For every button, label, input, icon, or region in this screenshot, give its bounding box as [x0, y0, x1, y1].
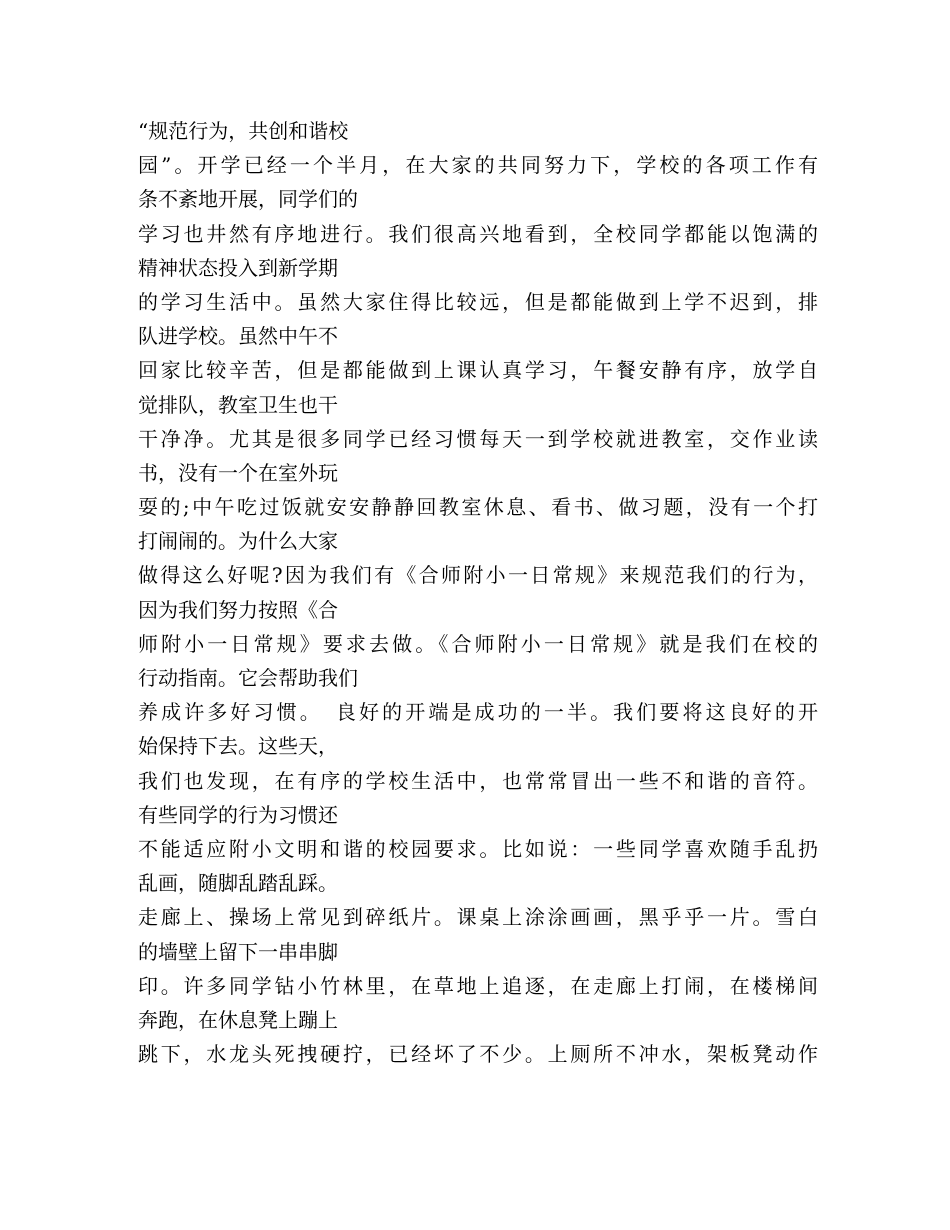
text-line: 的学习生活中。虽然大家住得比较远，但是都能做到上学不迟到，排 — [138, 289, 818, 314]
text-line: 觉排队，教室卫生也干 — [138, 392, 338, 417]
text-line: 学习也井然有序地进行。我们很高兴地看到，全校同学都能以饱满的 — [138, 221, 818, 246]
text-line: 有些同学的行为习惯还 — [138, 802, 338, 827]
text-line: 干净净。尤其是很多同学已经习惯每天一到学校就进教室，交作业读 — [138, 426, 818, 451]
text-line: 师附小一日常规》要求去做。《合师附小一日常规》就是我们在校的 — [138, 631, 818, 656]
text-line: 印。许多同学钻小竹林里，在草地上追逐，在走廊上打闹，在楼梯间 — [138, 973, 818, 998]
text-line: 行动指南。它会帮助我们 — [138, 666, 358, 690]
text-line: 书，没有一个在室外玩 — [138, 460, 338, 485]
text-line: 奔跑，在休息凳上蹦上 — [138, 1007, 338, 1032]
text-line: 做得这么好呢?因为我们有《合师附小一日常规》来规范我们的行为， — [138, 563, 818, 588]
text-line: “规范行为，共创和谐校 — [138, 119, 349, 143]
text-line: 的墙壁上留下一串串脚 — [138, 939, 338, 964]
text-line: 耍的;中午吃过饭就安安静静回教室休息、看书、做习题，没有一个打 — [138, 495, 818, 520]
text-line: 队进学校。虽然中午不 — [138, 324, 338, 349]
text-line: 园”。开学已经一个半月，在大家的共同努力下，学校的各项工作有 — [138, 153, 818, 178]
text-line: 走廊上、操场上常见到碎纸片。课桌上涂涂画画，黑乎乎一片。雪白 — [138, 905, 818, 930]
text-line: 乱画，随脚乱踏乱踩。 — [138, 871, 338, 896]
text-line: 我们也发现，在有序的学校生活中，也常常冒出一些不和谐的音符。 — [138, 768, 818, 793]
document-text-body — [138, 114, 818, 1071]
text-line: 养成许多好习惯。 良好的开端是成功的一半。我们要将这良好的开 — [138, 700, 818, 725]
text-line: 不能适应附小文明和谐的校园要求。比如说：一些同学喜欢随手乱扔 — [138, 836, 818, 861]
text-line: 回家比较辛苦，但是都能做到上课认真学习，午餐安静有序，放学自 — [138, 358, 818, 383]
text-line: 跳下，水龙头死拽硬拧，已经坏了不少。上厕所不冲水，架板凳动作 — [138, 1042, 818, 1067]
text-line: 条不紊地开展，同学们的 — [138, 187, 358, 212]
text-line: 精神状态投入到新学期 — [138, 255, 338, 280]
text-line: 因为我们努力按照《合 — [138, 597, 338, 622]
text-line: 打闹闹的。为什么大家 — [138, 529, 338, 554]
text-line: 始保持下去。这些天， — [138, 734, 338, 759]
